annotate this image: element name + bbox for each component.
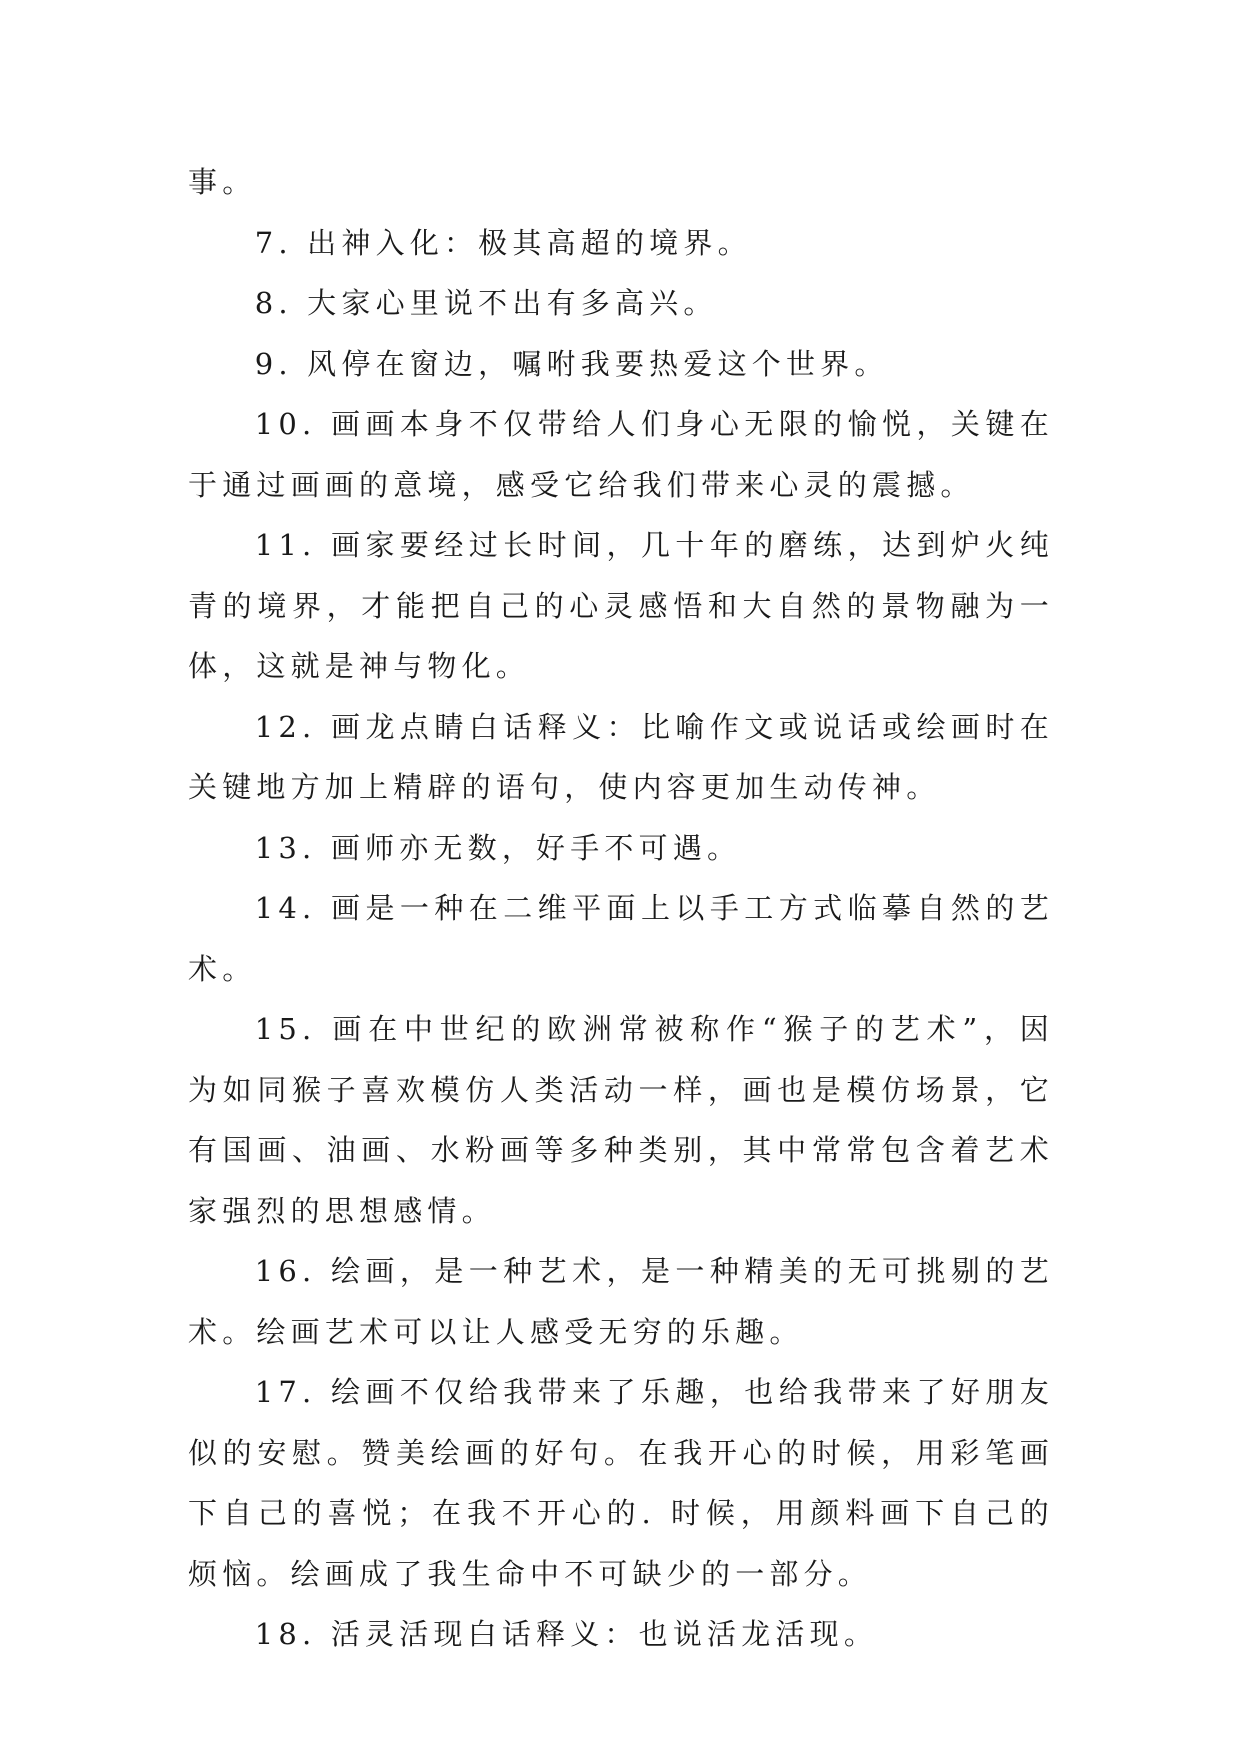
paragraph-12: 12. 画龙点睛白话释义：比喻作文或说话或绘画时在关键地方加上精辟的语句，使内容更加生动传神。: [188, 709, 1054, 804]
paragraph-7: 7. 出神入化：极其高超的境界。: [254, 225, 752, 260]
paragraph-continuation: 事。: [188, 165, 257, 199]
paragraph-8: 8. 大家心里说不出有多高兴。: [254, 286, 718, 320]
paragraph-15: 15. 画在中世纪的欧洲常被称作“猴子的艺术”，因为如同猴子喜欢模仿人类活动一样，画也是模仿场景，它有国画、油画、水粉画等多种类别，其中常常包含着艺术家强烈的思想感情。: [188, 1012, 1054, 1228]
paragraph-13: 13. 画师亦无数，好手不可遇。: [254, 830, 742, 865]
paragraph-10: 10. 画画本身不仅带给人们身心无限的愉悦，关键在于通过画画的意境，感受它给我们带来心灵的震撼。: [188, 407, 1054, 502]
paragraph-11: 11. 画家要经过长时间，几十年的磨练，达到炉火纯青的境界，才能把自己的心灵感悟和大自然的景物融为一体，这就是神与物化。: [188, 528, 1054, 683]
document-page: [188, 152, 1054, 1665]
paragraph-17: 17. 绘画不仅给我带来了乐趣，也给我带来了好朋友似的安慰。赞美绘画的好句。在我开心的时候，用彩笔画下自己的喜悦；在我不开心的. 时候，用颜料画下自己的烦恼。绘画成了我生命中不可缺少的一部分。: [188, 1375, 1054, 1591]
paragraph-18: 18. 活灵活现白话释义：也说活龙活现。: [254, 1617, 879, 1651]
paragraph-9: 9. 风停在窗边，嘱咐我要热爱这个世界。: [254, 346, 889, 381]
paragraph-16: 16. 绘画，是一种艺术，是一种精美的无可挑剔的艺术。绘画艺术可以让人感受无穷的乐趣。: [188, 1254, 1054, 1349]
paragraph-14: 14. 画是一种在二维平面上以手工方式临摹自然的艺术。: [188, 891, 1054, 986]
